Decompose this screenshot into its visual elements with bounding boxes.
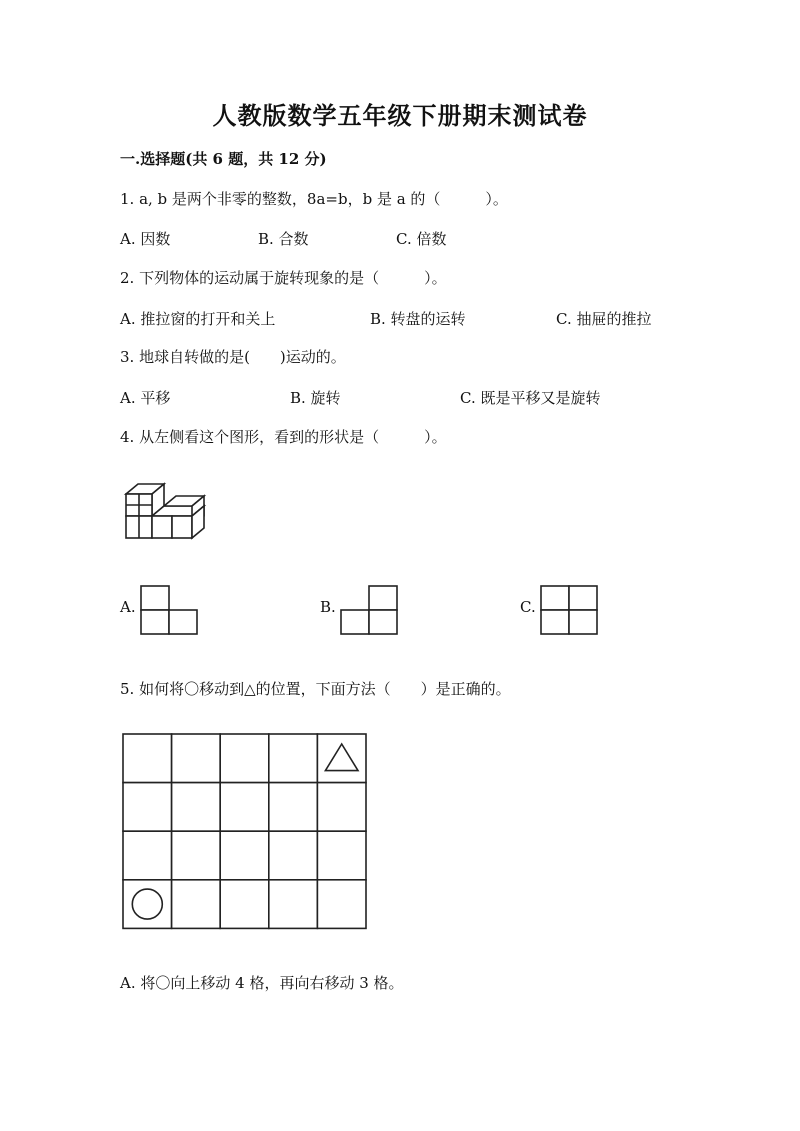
grid-cell xyxy=(317,880,366,929)
question-4-stem: 4. 从左侧看这个图形，看到的形状是（ ）。 xyxy=(120,428,447,446)
section-heading: 一.选择题(共 6 题，共 12 分) xyxy=(120,150,327,168)
grid-cell xyxy=(269,734,318,783)
option-c-square-tr xyxy=(569,586,597,610)
option-a-square-top xyxy=(141,586,169,610)
grid-cell xyxy=(220,831,269,880)
question-1-stem: 1. a, b 是两个非零的整数，8a=b，b 是 a 的（ ）。 xyxy=(120,190,508,208)
option-a-square-bottom-right xyxy=(169,610,197,634)
grid-cell xyxy=(172,831,221,880)
option-b-square-bottom-left xyxy=(341,610,369,634)
page-title: 人教版数学五年级下册期末测试卷 xyxy=(212,101,588,130)
question-4-option-a[interactable]: A. xyxy=(120,598,136,616)
grid-cell xyxy=(123,783,172,832)
option-a-shape[interactable] xyxy=(140,585,198,635)
grid-cell xyxy=(123,734,172,783)
option-c-shape[interactable] xyxy=(540,585,598,635)
question-5-stem: 5. 如何将〇移动到△的位置，下面方法（ ）是正确的。 xyxy=(120,680,511,698)
question-2-stem: 2. 下列物体的运动属于旋转现象的是（ ）。 xyxy=(120,269,447,287)
question-2-option-c[interactable]: C. 抽屉的推拉 xyxy=(556,310,652,328)
question-3-option-a[interactable]: A. 平移 xyxy=(120,389,171,407)
grid-cell xyxy=(269,831,318,880)
circle-marker xyxy=(132,889,162,919)
option-a-square-bottom-left xyxy=(141,610,169,634)
question-1-option-a[interactable]: A. 因数 xyxy=(120,230,171,248)
question-4-option-c[interactable]: C. xyxy=(520,598,536,616)
grid-cell xyxy=(317,831,366,880)
question-1-option-b[interactable]: B. 合数 xyxy=(258,230,309,248)
question-3-stem: 3. 地球自转做的是( )运动的。 xyxy=(120,348,346,366)
option-b-shape[interactable] xyxy=(340,585,398,635)
option-c-square-bl xyxy=(541,610,569,634)
grid-cell xyxy=(172,783,221,832)
grid-cell xyxy=(220,783,269,832)
cube-front-lower-2 xyxy=(152,516,172,538)
cube-front-lower-3 xyxy=(172,516,192,538)
question-3-option-b[interactable]: B. 旋转 xyxy=(290,389,341,407)
grid-cell xyxy=(269,880,318,929)
grid-cell xyxy=(123,831,172,880)
question-3-option-c[interactable]: C. 既是平移又是旋转 xyxy=(460,389,601,407)
grid-cell xyxy=(220,880,269,929)
grid-cell xyxy=(220,734,269,783)
grid-cell xyxy=(317,783,366,832)
option-c-square-br xyxy=(569,610,597,634)
question-4-option-b[interactable]: B. xyxy=(320,598,336,616)
question-2-option-a[interactable]: A. 推拉窗的打开和关上 xyxy=(120,310,276,328)
grid-cell xyxy=(269,783,318,832)
movement-grid xyxy=(122,733,368,929)
option-b-square-bottom-right xyxy=(369,610,397,634)
grid-cell xyxy=(172,880,221,929)
question-1-option-c[interactable]: C. 倍数 xyxy=(396,230,447,248)
question-2-option-b[interactable]: B. 转盘的运转 xyxy=(370,310,466,328)
grid-cell xyxy=(172,734,221,783)
option-c-square-tl xyxy=(541,586,569,610)
option-b-square-top xyxy=(369,586,397,610)
cube-figure xyxy=(120,480,210,542)
question-5-option-a[interactable]: A. 将〇向上移动 4 格，再向右移动 3 格。 xyxy=(120,974,404,992)
